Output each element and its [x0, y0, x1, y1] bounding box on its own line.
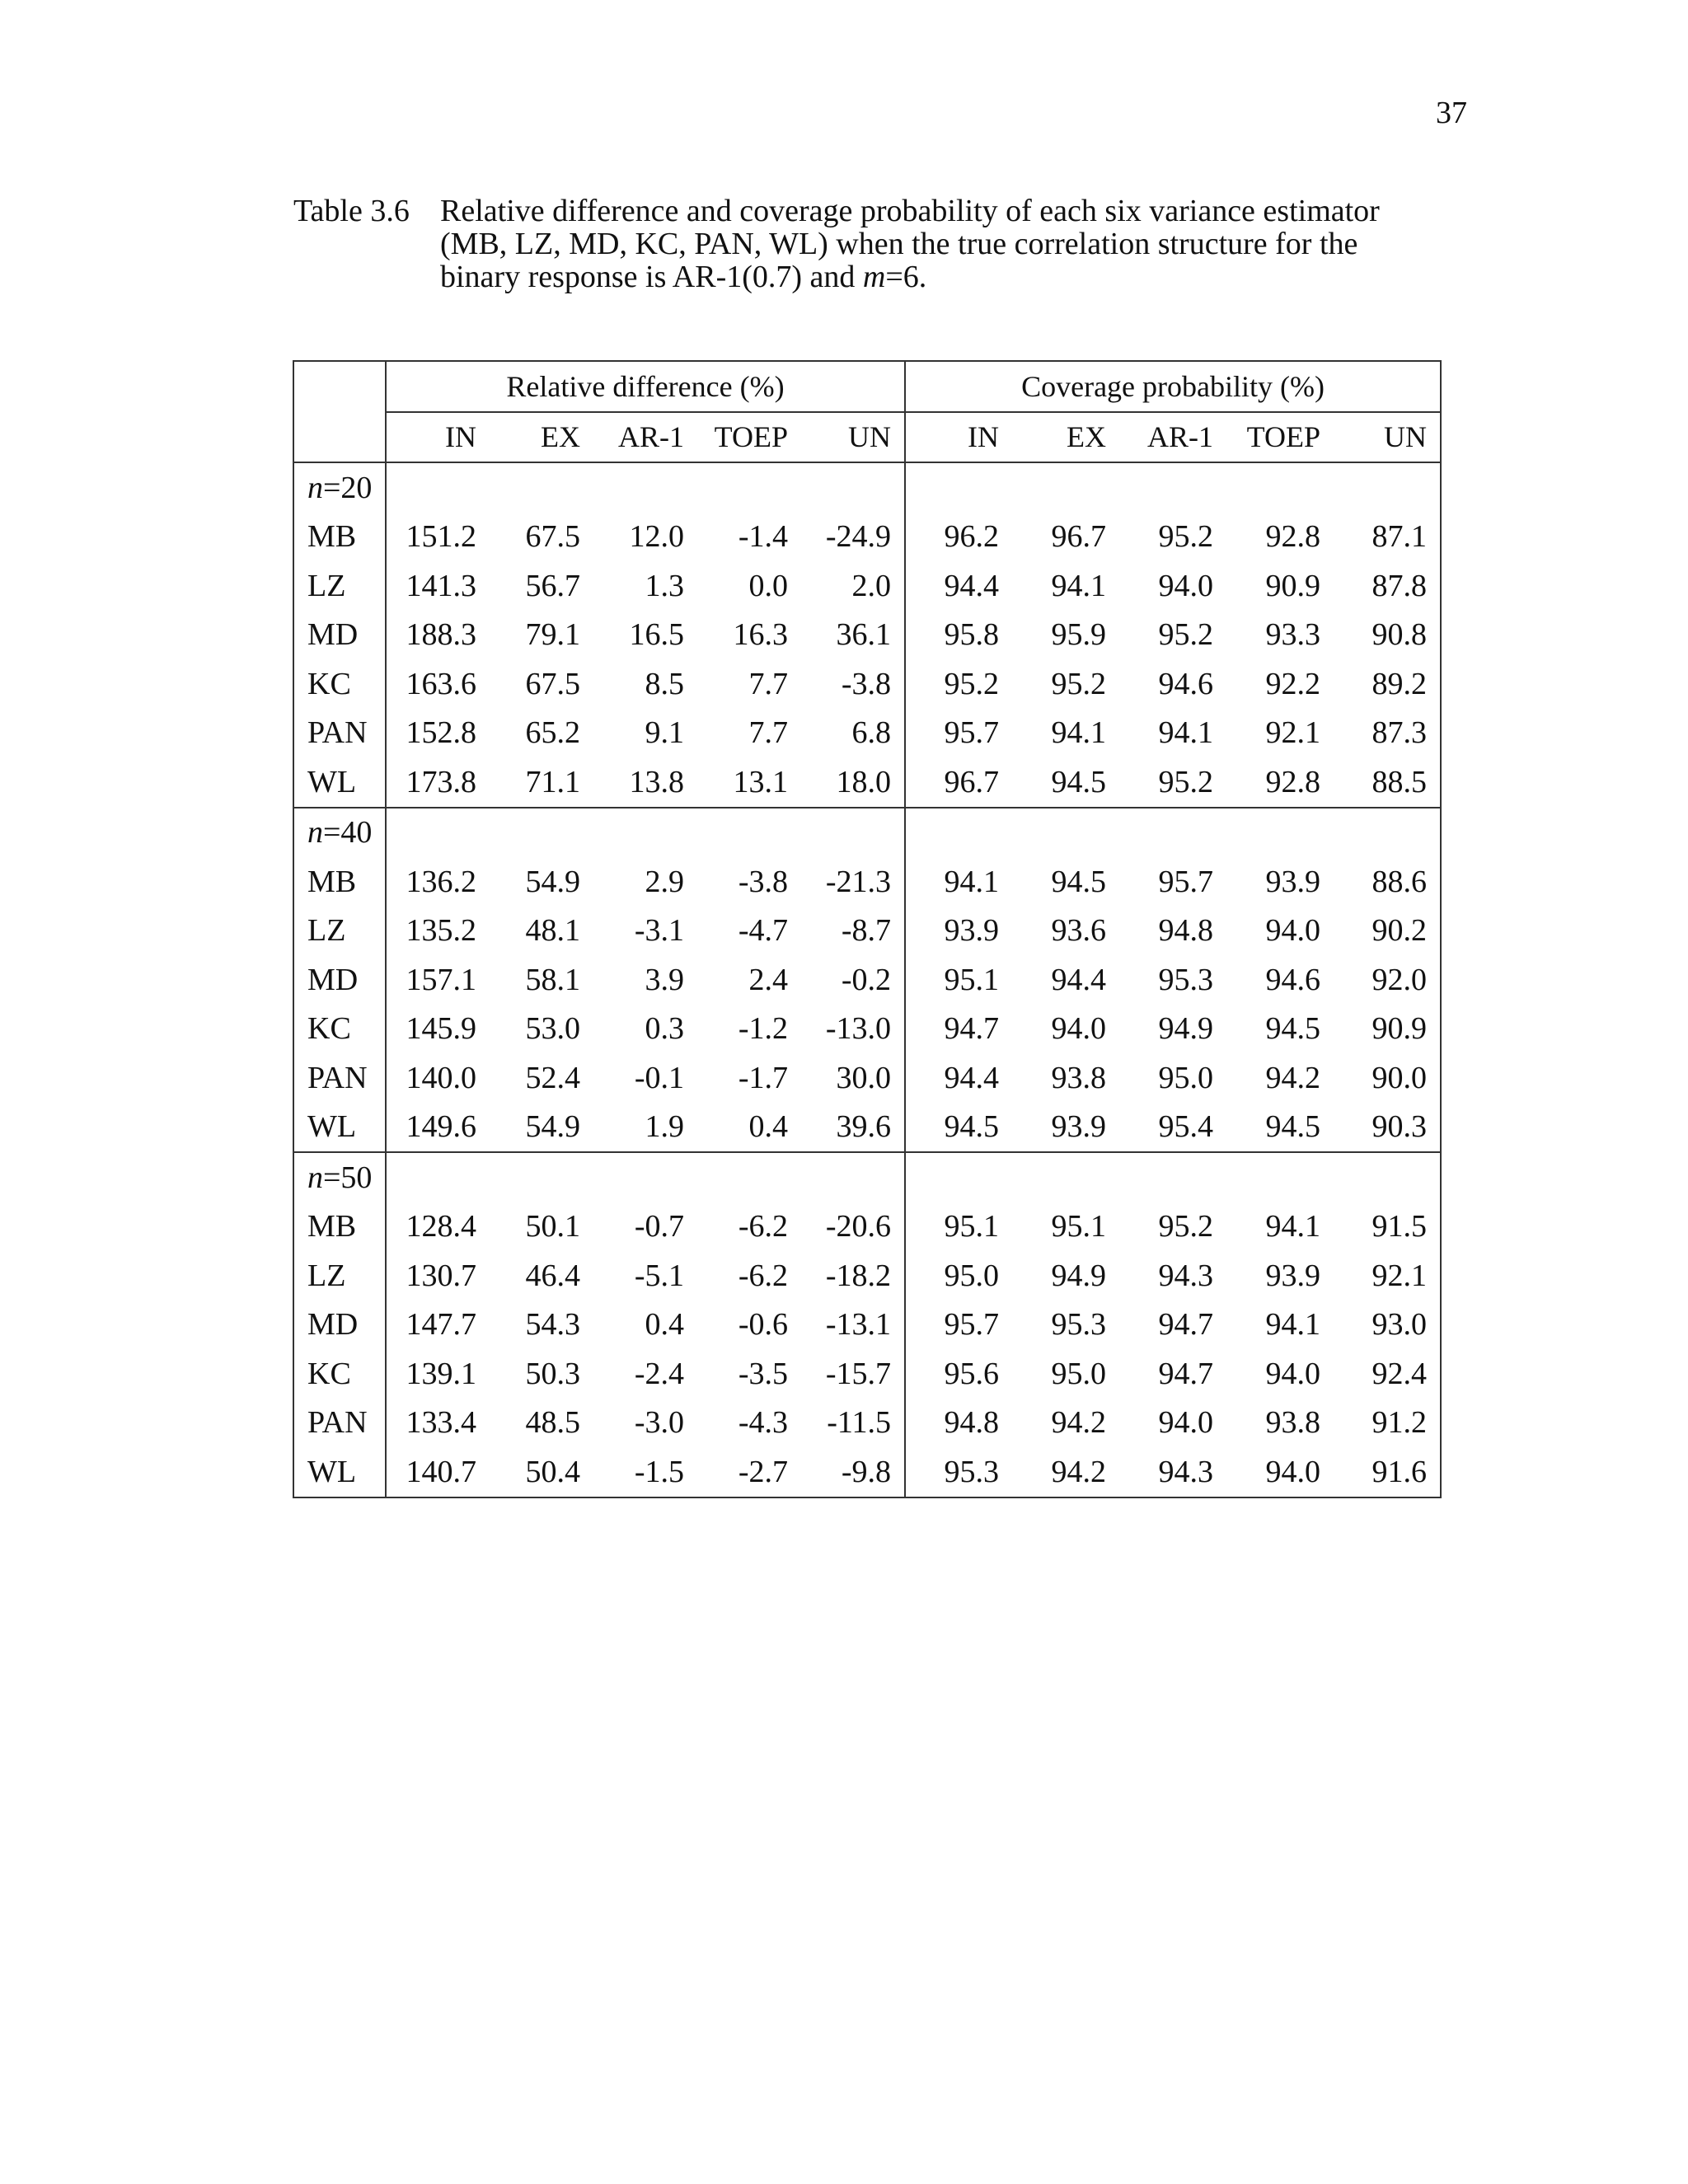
section-label — [293, 1152, 386, 1202]
table-cell: 94.7 — [1158, 1307, 1214, 1343]
table-cell: 94.5 — [1051, 864, 1107, 899]
table-cell: 50.1 — [525, 1209, 580, 1244]
table-cell: 50.3 — [525, 1356, 580, 1391]
table-cell: 94.5 — [1051, 764, 1107, 799]
column-header-row — [293, 412, 1441, 463]
section-label-symbol: n — [307, 470, 323, 505]
table-cell: 135.2 — [386, 907, 490, 956]
table-cell: 136.2 — [386, 857, 490, 907]
table-cell: 67.5 — [525, 666, 580, 701]
table-cell: 54.9 — [525, 1109, 580, 1145]
table-cell: -0.2 — [841, 962, 892, 997]
table-cell: -13.1 — [825, 1307, 892, 1343]
table-cell: 93.9 — [1265, 1258, 1321, 1293]
table-cell: 54.9 — [525, 864, 580, 899]
table-cell: 71.1 — [525, 764, 580, 799]
table-cell: 92.8 — [1265, 519, 1321, 555]
table-cell: 151.2 — [386, 513, 490, 562]
table-cell: 8.5 — [645, 666, 684, 701]
table-cell: -2.7 — [697, 1447, 801, 1497]
table-cell: 140.0 — [386, 1053, 490, 1103]
table-cell: 93.6 — [1051, 913, 1107, 949]
section-spacer — [386, 1152, 905, 1202]
table-cell: 95.0 — [1158, 1060, 1214, 1095]
caption-text-italic: m — [862, 260, 886, 294]
table-cell: -24.9 — [825, 519, 892, 555]
table-cell: 94.8 — [1158, 913, 1214, 949]
table-cell: 145.9 — [386, 1005, 490, 1054]
group-header-row — [293, 361, 1441, 412]
table-cell: 94.6 — [1158, 666, 1214, 701]
table-cell: 16.3 — [733, 617, 788, 653]
table-cell: 30.0 — [836, 1060, 892, 1095]
table-cell: 53.0 — [525, 1011, 580, 1047]
table-cell: 90.8 — [1334, 611, 1441, 660]
section-label-symbol: n — [307, 1160, 323, 1195]
table-cell: 94.2 — [1265, 1060, 1321, 1095]
table-cell: 3.9 — [645, 962, 684, 997]
table-cell: 91.5 — [1334, 1202, 1441, 1252]
table-cell: 94.1 — [1265, 1209, 1321, 1244]
table-cell: 93.9 — [1265, 864, 1321, 899]
table-cell: 149.6 — [386, 1103, 490, 1153]
table-cell: 95.3 — [905, 1447, 1012, 1497]
table-cell: 54.3 — [525, 1307, 580, 1343]
table-cell: 79.1 — [525, 617, 580, 653]
table-cell: 93.3 — [1265, 617, 1321, 653]
row-label: LZ — [293, 561, 386, 611]
table-cell: -4.3 — [738, 1405, 788, 1441]
table-cell: 94.0 — [1226, 1447, 1334, 1497]
table-cell: 94.2 — [1012, 1447, 1119, 1497]
section-label-value: =20 — [323, 470, 373, 505]
table-row — [293, 1349, 1441, 1399]
section-spacer — [386, 462, 905, 513]
table-row — [293, 1301, 1441, 1350]
table-cell: 128.4 — [386, 1202, 490, 1252]
row-label: LZ — [293, 907, 386, 956]
table-cell: 94.0 — [1265, 1356, 1321, 1391]
row-label: MD — [293, 1301, 386, 1350]
results-table — [293, 360, 1442, 1498]
table-row — [293, 1447, 1441, 1497]
table-row — [293, 1202, 1441, 1252]
table-cell: 96.7 — [905, 757, 1012, 808]
page-number: 37 — [1436, 96, 1467, 130]
table-cell: -15.7 — [825, 1356, 892, 1391]
table-cell: 94.0 — [1265, 913, 1321, 949]
table-cell: 48.1 — [525, 913, 580, 949]
table-cell: -21.3 — [825, 864, 892, 899]
table-cell: 95.3 — [1158, 962, 1214, 997]
table-cell: 95.1 — [905, 955, 1012, 1005]
table-cell: -3.8 — [738, 864, 788, 899]
table-cell: 52.4 — [525, 1060, 580, 1095]
table-cell: 94.3 — [1158, 1258, 1214, 1293]
row-label: KC — [293, 659, 386, 709]
row-label: PAN — [293, 1053, 386, 1103]
row-label: PAN — [293, 1399, 386, 1448]
table-cell: 147.7 — [386, 1301, 490, 1350]
table-cell: 94.4 — [905, 1053, 1012, 1103]
table-row — [293, 1399, 1441, 1448]
table-row — [293, 907, 1441, 956]
table-cell: 94.6 — [1265, 962, 1321, 997]
caption-text-part1: Relative difference and coverage probability of each six variance estimator (MB, LZ, MD, KC, PAN, WL) when the true correlation structure for the binary response is AR-1(0.7) and — [440, 194, 1380, 294]
table-cell: 48.5 — [525, 1405, 580, 1441]
table-cell: 173.8 — [386, 757, 490, 808]
table-cell: 95.3 — [1051, 1307, 1107, 1343]
table-cell: 13.1 — [733, 764, 788, 799]
table-cell: -2.4 — [634, 1356, 684, 1391]
row-label: MB — [293, 1202, 386, 1252]
table-cell: 39.6 — [836, 1109, 892, 1145]
table-cell: 91.6 — [1334, 1447, 1441, 1497]
table-cell: 95.2 — [1158, 519, 1214, 555]
table-cell: 93.0 — [1334, 1301, 1441, 1350]
table-cell: 7.7 — [748, 666, 788, 701]
column-header: UN — [1334, 412, 1441, 463]
table-cell: -1.7 — [738, 1060, 788, 1095]
group-header-relative-difference: Relative difference (%) — [386, 361, 905, 412]
table-cell: 58.1 — [525, 962, 580, 997]
row-label: WL — [293, 1103, 386, 1153]
section-spacer — [905, 808, 1441, 858]
table-cell: 94.3 — [1119, 1447, 1226, 1497]
table-cell: 2.4 — [748, 962, 788, 997]
section-label-value: =50 — [323, 1160, 373, 1195]
group-header-coverage-probability: Coverage probability (%) — [905, 361, 1441, 412]
table-cell: 90.3 — [1334, 1103, 1441, 1153]
table-cell: 95.8 — [905, 611, 1012, 660]
table-cell: 16.5 — [629, 617, 684, 653]
corner-cell — [293, 361, 386, 462]
table-body — [293, 462, 1441, 1497]
table-cell: 94.0 — [1051, 1011, 1107, 1047]
table-row — [293, 513, 1441, 562]
column-header: UN — [848, 420, 892, 454]
table-cell: 65.2 — [525, 715, 580, 751]
table-cell: 94.7 — [1158, 1356, 1214, 1391]
table-cell: 93.9 — [1051, 1109, 1107, 1145]
table-cell: -0.7 — [634, 1209, 684, 1244]
table-cell: -0.1 — [634, 1060, 684, 1095]
table-cell: -9.8 — [801, 1447, 905, 1497]
table-cell: -6.2 — [738, 1209, 788, 1244]
table-cell: -8.7 — [841, 913, 892, 949]
table-cell: 1.3 — [645, 568, 684, 603]
table-cell: 95.2 — [1158, 764, 1214, 799]
table-cell: 139.1 — [386, 1349, 490, 1399]
table-cell: -0.6 — [738, 1307, 788, 1343]
table-cell: 133.4 — [386, 1399, 490, 1448]
table-cell: -1.2 — [738, 1011, 788, 1047]
table-cell: 94.4 — [1051, 962, 1107, 997]
row-label: MB — [293, 513, 386, 562]
table-cell: 90.0 — [1334, 1053, 1441, 1103]
table-row — [293, 1103, 1441, 1153]
table-cell: 56.7 — [525, 568, 580, 603]
table-cell: -18.2 — [825, 1258, 892, 1293]
table-cell: 93.8 — [1051, 1060, 1107, 1095]
table-cell: -3.0 — [634, 1405, 684, 1441]
table-cell: 7.7 — [748, 715, 788, 751]
table-cell: 94.1 — [1265, 1307, 1321, 1343]
table-caption — [293, 194, 1431, 293]
table-cell: 95.2 — [1051, 666, 1107, 701]
table-cell: 95.2 — [905, 659, 1012, 709]
table-cell: 50.4 — [490, 1447, 593, 1497]
table-cell: 94.0 — [1158, 1405, 1214, 1441]
table-cell: 95.0 — [905, 1251, 1012, 1301]
table-cell: 0.3 — [645, 1011, 684, 1047]
table-cell: -5.1 — [634, 1258, 684, 1293]
table-cell: 0.0 — [748, 568, 788, 603]
table-cell: 6.8 — [851, 715, 892, 751]
table-cell: 88.6 — [1334, 857, 1441, 907]
table-cell: -13.0 — [825, 1011, 892, 1047]
table-cell: 94.5 — [905, 1103, 1012, 1153]
table-cell: 92.2 — [1265, 666, 1321, 701]
table-cell: 90.9 — [1265, 568, 1321, 603]
table-cell: 94.9 — [1158, 1011, 1214, 1047]
table-cell: 95.2 — [1158, 617, 1214, 653]
column-header: IN — [905, 412, 1012, 463]
table-cell: 91.2 — [1334, 1399, 1441, 1448]
table-cell: 2.9 — [645, 864, 684, 899]
table-cell: 87.8 — [1334, 561, 1441, 611]
section-header-row — [293, 462, 1441, 513]
table-cell: 94.2 — [1051, 1405, 1107, 1441]
table-cell: 92.1 — [1334, 1251, 1441, 1301]
table-cell: 130.7 — [386, 1251, 490, 1301]
table-cell: 2.0 — [851, 568, 892, 603]
table-cell: 95.1 — [1051, 1209, 1107, 1244]
table-cell: 140.7 — [386, 1447, 490, 1497]
table-cell: 94.1 — [1051, 568, 1107, 603]
column-header: AR-1 — [618, 420, 684, 454]
table-cell: 95.7 — [905, 1301, 1012, 1350]
table-cell: 94.5 — [1265, 1011, 1321, 1047]
column-header: EX — [541, 420, 580, 454]
row-label: MD — [293, 955, 386, 1005]
table-cell: -3.1 — [634, 913, 684, 949]
table-cell: 93.8 — [1265, 1405, 1321, 1441]
row-label: LZ — [293, 1251, 386, 1301]
table-cell: 94.1 — [1051, 715, 1107, 751]
section-spacer — [386, 808, 905, 858]
table-row — [293, 857, 1441, 907]
table-cell: 67.5 — [525, 519, 580, 555]
row-label: MB — [293, 857, 386, 907]
row-label: MD — [293, 611, 386, 660]
table-cell: 0.4 — [748, 1109, 788, 1145]
table-cell: 46.4 — [525, 1258, 580, 1293]
table-cell: 96.2 — [905, 513, 1012, 562]
row-label: KC — [293, 1005, 386, 1054]
table-header — [293, 361, 1441, 462]
table-cell: 36.1 — [836, 617, 892, 653]
column-header: TOEP — [1246, 420, 1321, 454]
table-cell: 94.5 — [1265, 1109, 1321, 1145]
column-header: EX — [1067, 420, 1107, 454]
column-header: IN — [386, 412, 490, 463]
table-cell: 9.1 — [645, 715, 684, 751]
table-row — [293, 1005, 1441, 1054]
table-cell: 94.1 — [905, 857, 1012, 907]
table-cell: 18.0 — [836, 764, 892, 799]
row-label: PAN — [293, 709, 386, 758]
table-cell: -1.5 — [593, 1447, 697, 1497]
table-cell: -1.4 — [738, 519, 788, 555]
table-cell: 152.8 — [386, 709, 490, 758]
table-cell: 88.5 — [1334, 757, 1441, 808]
table-cell: 13.8 — [629, 764, 684, 799]
table-cell: 94.8 — [905, 1399, 1012, 1448]
table-cell: -11.5 — [827, 1405, 892, 1441]
table-cell: 93.9 — [905, 907, 1012, 956]
table-cell: 94.1 — [1158, 715, 1214, 751]
section-header-row — [293, 1152, 1441, 1202]
table-cell: 90.2 — [1334, 907, 1441, 956]
section-label-value: =40 — [323, 815, 373, 851]
table-cell: 92.4 — [1334, 1349, 1441, 1399]
table-cell: 92.1 — [1265, 715, 1321, 751]
table-cell: 94.9 — [1051, 1258, 1107, 1293]
table-row — [293, 955, 1441, 1005]
table-row — [293, 1251, 1441, 1301]
row-label: WL — [293, 1447, 386, 1497]
table-cell: 95.7 — [905, 709, 1012, 758]
table-cell: 95.2 — [1158, 1209, 1214, 1244]
table-row — [293, 757, 1441, 808]
table-cell: 96.7 — [1051, 519, 1107, 555]
caption-text-part2: =6. — [885, 260, 927, 294]
table-cell: 87.3 — [1334, 709, 1441, 758]
table-row — [293, 709, 1441, 758]
section-header-row — [293, 808, 1441, 858]
table-caption-label: Table 3.6 — [293, 194, 410, 228]
table-cell: 1.9 — [645, 1109, 684, 1145]
column-header: AR-1 — [1147, 420, 1214, 454]
table-cell: 0.4 — [645, 1307, 684, 1343]
table-row — [293, 659, 1441, 709]
table-cell: 94.4 — [905, 561, 1012, 611]
section-label — [293, 462, 386, 513]
table-cell: 95.9 — [1051, 617, 1107, 653]
table-cell: 94.7 — [905, 1005, 1012, 1054]
table-cell: 89.2 — [1334, 659, 1441, 709]
table-cell: 188.3 — [386, 611, 490, 660]
table-cell: 92.0 — [1334, 955, 1441, 1005]
section-label — [293, 808, 386, 858]
table-cell: 95.4 — [1158, 1109, 1214, 1145]
table-cell: 92.8 — [1265, 764, 1321, 799]
section-label-symbol: n — [307, 815, 323, 851]
table-cell: -20.6 — [825, 1209, 892, 1244]
section-spacer — [905, 1152, 1441, 1202]
table-cell: -4.7 — [738, 913, 788, 949]
table-cell: 95.1 — [905, 1202, 1012, 1252]
table-row — [293, 1053, 1441, 1103]
table-caption-text — [440, 194, 1431, 293]
table-cell: 95.7 — [1158, 864, 1214, 899]
section-spacer — [905, 462, 1441, 513]
table-row — [293, 561, 1441, 611]
table-cell: -3.5 — [738, 1356, 788, 1391]
table-cell: -3.8 — [841, 666, 892, 701]
column-header: TOEP — [714, 420, 788, 454]
table-cell: -6.2 — [738, 1258, 788, 1293]
row-label: WL — [293, 757, 386, 808]
table-cell: 90.9 — [1334, 1005, 1441, 1054]
table-cell: 157.1 — [386, 955, 490, 1005]
table-cell: 141.3 — [386, 561, 490, 611]
table-cell: 95.6 — [905, 1349, 1012, 1399]
table-cell: 87.1 — [1334, 513, 1441, 562]
table-cell: 94.0 — [1158, 568, 1214, 603]
table-cell: 95.0 — [1051, 1356, 1107, 1391]
table-cell: 12.0 — [629, 519, 684, 555]
row-label: KC — [293, 1349, 386, 1399]
table-row — [293, 611, 1441, 660]
table-cell: 163.6 — [386, 659, 490, 709]
